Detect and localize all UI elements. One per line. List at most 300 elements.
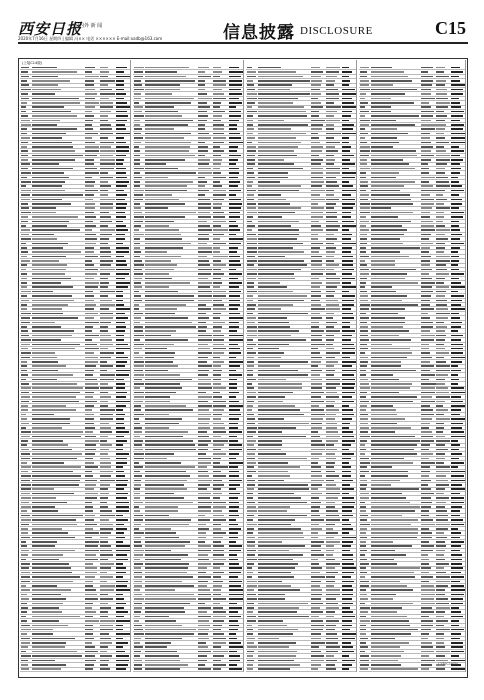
cell-text-line: [134, 576, 142, 578]
cell-text-line: [134, 660, 142, 662]
cell-text-line: [342, 484, 351, 486]
cell-text-line: [198, 545, 211, 547]
cell-text-line: [213, 137, 226, 139]
cell-text-line: [229, 330, 238, 332]
cell-text-line: [116, 357, 128, 359]
cell-text-line: [145, 190, 187, 192]
cell-text-line: [198, 598, 211, 600]
cell-text-line: [32, 401, 79, 403]
cell-text-line: [116, 405, 126, 407]
cell-text-line: [116, 594, 123, 596]
cell-text-line: [258, 243, 303, 245]
cell-text-line: [247, 168, 253, 170]
cell-text-line: [198, 177, 205, 179]
cell-text-line: [32, 177, 69, 179]
cell-text-line: [247, 374, 253, 376]
cell-text-line: [32, 150, 75, 152]
cell-text-line: [21, 554, 28, 556]
cell-text-line: [32, 291, 53, 293]
cell-text-line: [258, 387, 302, 389]
cell-text-line: [326, 361, 338, 363]
cell-text-line: [229, 374, 243, 376]
cell-text-line: [342, 370, 356, 372]
cell-text-line: [116, 304, 125, 306]
cell-text-line: [100, 603, 108, 605]
cell-text-line: [311, 493, 322, 495]
cell-text-line: [326, 493, 340, 495]
cell-text-line: [21, 427, 26, 429]
cell-text-line: [32, 589, 71, 591]
cell-text-line: [85, 554, 96, 556]
cell-text-line: [198, 633, 208, 635]
cell-text-line: [311, 357, 323, 359]
cell-text-line: [229, 458, 237, 460]
cell-text-line: [342, 89, 356, 91]
cell-text-line: [342, 532, 349, 534]
cell-text-line: [85, 660, 96, 662]
cell-text-line: [229, 475, 240, 477]
cell-text-line: [116, 418, 125, 420]
cell-text-line: [116, 93, 126, 95]
cell-text-line: [100, 300, 112, 302]
cell-text-line: [311, 199, 325, 201]
cell-text-line: [85, 128, 93, 130]
cell-text-line: [198, 625, 210, 627]
cell-text-line: [198, 528, 209, 530]
cell-text-line: [21, 273, 27, 275]
cell-text-line: [311, 137, 319, 139]
cell-text-line: [116, 133, 130, 135]
cell-text-line: [21, 190, 31, 192]
cell-text-line: [311, 488, 318, 490]
cell-text-line: [213, 155, 221, 157]
cell-text-line: [134, 67, 144, 69]
cell-text-line: [326, 471, 334, 473]
cell-text-line: [213, 313, 221, 315]
cell-text-line: [258, 352, 284, 354]
cell-text-line: [229, 304, 241, 306]
cell-text-line: [116, 308, 130, 310]
cell-text-line: [21, 89, 31, 91]
cell-text-line: [21, 291, 31, 293]
cell-text-line: [213, 278, 221, 280]
cell-text-line: [134, 475, 142, 477]
cell-text-line: [134, 317, 141, 319]
cell-text-line: [116, 589, 130, 591]
cell-text-line: [311, 80, 322, 82]
cell-text-line: [116, 414, 125, 416]
cell-text-line: [342, 172, 356, 174]
cell-text-line: [247, 159, 255, 161]
cell-text-line: [326, 458, 336, 460]
cell-text-line: [32, 524, 77, 526]
cell-text-line: [85, 322, 100, 324]
cell-text-line: [21, 111, 26, 113]
cell-text-line: [198, 524, 206, 526]
cell-text-line: [311, 339, 322, 341]
cell-text-line: [198, 471, 208, 473]
cell-text-line: [247, 449, 256, 451]
cell-text-line: [100, 111, 110, 113]
cell-text-line: [145, 642, 171, 644]
cell-text-line: [326, 541, 340, 543]
cell-text-line: [145, 229, 179, 231]
cell-text-line: [247, 493, 253, 495]
cell-text-line: [145, 357, 174, 359]
cell-text-line: [85, 115, 94, 117]
cell-text-line: [326, 532, 337, 534]
cell-text-line: [116, 80, 125, 82]
cell-text-line: [134, 344, 144, 346]
cell-text-line: [213, 480, 221, 482]
cell-text-line: [247, 541, 255, 543]
cell-text-line: [213, 616, 226, 618]
cell-text-line: [213, 532, 225, 534]
cell-text-line: [145, 427, 169, 429]
cell-text-line: [258, 229, 299, 231]
cell-text-line: [116, 576, 124, 578]
cell-text-line: [100, 510, 112, 512]
cell-text-line: [134, 89, 144, 91]
cell-text-line: [326, 124, 334, 126]
cell-text-line: [32, 488, 54, 490]
cell-text-line: [229, 146, 238, 148]
cell-text-line: [32, 620, 59, 622]
cell-text-line: [32, 616, 80, 618]
cell-text-line: [229, 128, 237, 130]
cell-text-line: [32, 550, 75, 552]
cell-text-line: [85, 572, 97, 574]
cell-text-line: [145, 163, 166, 165]
cell-text-line: [229, 594, 243, 596]
cell-text-line: [145, 668, 180, 670]
cell-text-line: [342, 203, 356, 205]
cell-text-line: [32, 545, 55, 547]
cell-text-line: [342, 436, 354, 438]
cell-text-line: [85, 427, 95, 429]
cell-text-line: [342, 256, 353, 258]
cell-text-line: [85, 668, 93, 670]
cell-text-line: [134, 370, 143, 372]
cell-text-line: [21, 519, 31, 521]
cell-text-line: [21, 207, 29, 209]
cell-text-line: [32, 453, 82, 455]
cell-text-line: [258, 67, 281, 69]
cell-text-line: [258, 431, 282, 433]
cell-text-line: [116, 431, 130, 433]
cell-text-line: [342, 142, 350, 144]
cell-text-line: [85, 484, 97, 486]
cell-text-line: [134, 668, 142, 670]
cell-text-line: [326, 142, 339, 144]
cell-text-line: [100, 185, 111, 187]
cell-text-line: [311, 251, 319, 253]
cell-text-line: [326, 120, 339, 122]
cell-text-line: [326, 396, 339, 398]
cell-text-line: [134, 168, 144, 170]
cell-text-line: [311, 177, 323, 179]
cell-text-line: [229, 488, 237, 490]
cell-text-line: [229, 611, 238, 613]
cell-text-line: [100, 440, 107, 442]
cell-text-line: [258, 247, 293, 249]
cell-text-line: [311, 344, 325, 346]
cell-text-line: [145, 282, 190, 284]
cell-text-line: [32, 352, 55, 354]
cell-text-line: [134, 102, 139, 104]
cell-text-line: [116, 194, 128, 196]
cell-text-line: [198, 84, 206, 86]
cell-text-line: [100, 554, 113, 556]
cell-text-line: [134, 510, 140, 512]
cell-text-line: [229, 207, 241, 209]
cell-text-line: [85, 238, 97, 240]
cell-text-line: [100, 409, 114, 411]
cell-text-line: [145, 423, 179, 425]
section-title: 信息披露: [223, 23, 295, 43]
cell-text-line: [311, 308, 325, 310]
cell-text-line: [342, 418, 352, 420]
cell-text-line: [32, 449, 72, 451]
cell-text-line: [134, 383, 144, 385]
cell-text-line: [100, 234, 112, 236]
cell-text-line: [134, 642, 140, 644]
cell-text-line: [145, 67, 189, 69]
cell-text-line: [32, 313, 63, 315]
cell-text-line: [198, 80, 206, 82]
cell-text-line: [85, 190, 98, 192]
cell-text-line: [145, 185, 187, 187]
cell-text-line: [198, 124, 205, 126]
cell-text-line: [342, 207, 354, 209]
cell-text-line: [116, 243, 124, 245]
cell-text-line: [247, 418, 255, 420]
cell-text-line: [100, 120, 108, 122]
cell-text-line: [145, 581, 182, 583]
cell-text-line: [247, 392, 256, 394]
cell-text-line: [145, 528, 171, 530]
cell-text-line: [85, 159, 95, 161]
cell-text-line: [100, 256, 111, 258]
cell-text-line: [198, 418, 210, 420]
cell-text-line: [116, 365, 125, 367]
cell-text-line: [229, 466, 239, 468]
cell-text-line: [198, 374, 208, 376]
cell-text-line: [21, 247, 27, 249]
cell-text-line: [311, 317, 323, 319]
cell-text-line: [21, 449, 29, 451]
cell-text-line: [326, 352, 339, 354]
cell-text-line: [145, 216, 185, 218]
cell-text-line: [213, 646, 221, 648]
cell-text-line: [134, 471, 140, 473]
cell-text-line: [198, 567, 207, 569]
cell-text-line: [311, 102, 321, 104]
cell-text-line: [326, 71, 339, 73]
cell-text-line: [32, 567, 71, 569]
cell-text-line: [32, 120, 60, 122]
cell-text-line: [342, 286, 356, 288]
cell-text-line: [116, 559, 129, 561]
cell-text-line: [100, 80, 114, 82]
cell-text-line: [326, 168, 339, 170]
cell-text-line: [229, 168, 239, 170]
cell-text-line: [258, 515, 307, 517]
cell-text-line: [247, 80, 253, 82]
cell-text-line: [32, 537, 75, 539]
cell-text-line: [32, 256, 66, 258]
cell-text-line: [100, 405, 108, 407]
cell-text-line: [213, 423, 224, 425]
cell-text-line: [32, 603, 63, 605]
cell-text-line: [145, 480, 187, 482]
cell-text-line: [311, 150, 322, 152]
cell-text-line: [85, 449, 97, 451]
cell-text-line: [145, 339, 188, 341]
cell-text-line: [85, 221, 94, 223]
cell-text-line: [32, 124, 57, 126]
cell-text-line: [145, 269, 174, 271]
cell-text-line: [326, 502, 335, 504]
cell-text-line: [21, 532, 28, 534]
cell-text-line: [116, 326, 127, 328]
cell-text-line: [258, 326, 290, 328]
cell-text-line: [229, 585, 241, 587]
cell-text-line: [229, 471, 239, 473]
cell-text-line: [247, 102, 255, 104]
cell-text-line: [229, 348, 240, 350]
cell-text-line: [326, 528, 333, 530]
cell-text-line: [100, 190, 108, 192]
cell-text-line: [85, 567, 97, 569]
cell-text-line: [198, 181, 207, 183]
cell-text-line: [247, 387, 254, 389]
cell-text-line: [258, 194, 281, 196]
cell-text-line: [229, 379, 237, 381]
cell-text-line: [100, 589, 114, 591]
cell-text-line: [32, 475, 81, 477]
cell-text-line: [213, 348, 226, 350]
cell-text-line: [213, 475, 226, 477]
cell-text-line: [258, 339, 306, 341]
cell-text-line: [116, 155, 127, 157]
cell-text-line: [342, 502, 355, 504]
cell-text-line: [32, 273, 65, 275]
cell-text-line: [145, 594, 194, 596]
cell-text-line: [229, 515, 239, 517]
cell-text-line: [145, 273, 169, 275]
cell-text-line: [213, 396, 222, 398]
cell-text-line: [247, 401, 254, 403]
cell-text-line: [134, 295, 141, 297]
cell-text-line: [100, 392, 108, 394]
cell-text-line: [134, 269, 142, 271]
cell-text-line: [311, 466, 321, 468]
cell-text-line: [116, 352, 125, 354]
cell-text-line: [21, 159, 28, 161]
cell-text-line: [116, 137, 124, 139]
cell-text-line: [247, 120, 253, 122]
cell-text-line: [145, 286, 169, 288]
cell-text-line: [134, 111, 142, 113]
cell-text-line: [100, 295, 108, 297]
cell-text-line: [258, 304, 293, 306]
cell-text-line: [258, 330, 299, 332]
cell-text-line: [247, 524, 257, 526]
cell-text-line: [247, 286, 254, 288]
cell-text-line: [311, 84, 322, 86]
cell-text-line: [198, 137, 211, 139]
cell-text-line: [21, 572, 30, 574]
cell-text-line: [21, 199, 30, 201]
cell-text-line: [229, 322, 239, 324]
cell-text-line: [32, 466, 81, 468]
cell-text-line: [32, 655, 82, 657]
cell-text-line: [100, 423, 109, 425]
cell-text-line: [311, 484, 322, 486]
cell-text-line: [145, 449, 196, 451]
cell-text-line: [145, 387, 182, 389]
cell-text-line: [100, 260, 113, 262]
cell-text-line: [213, 181, 220, 183]
cell-text-line: [32, 190, 65, 192]
cell-text-line: [134, 133, 141, 135]
cell-text-line: [229, 480, 242, 482]
cell-text-line: [247, 405, 253, 407]
cell-text-line: [198, 234, 209, 236]
cell-text-line: [229, 216, 240, 218]
cell-text-line: [145, 111, 178, 113]
cell-text-line: [145, 502, 193, 504]
cell-text-line: [258, 238, 297, 240]
cell-text-line: [247, 93, 257, 95]
cell-text-line: [247, 203, 256, 205]
cell-text-line: [116, 142, 126, 144]
cell-text-line: [258, 142, 301, 144]
cell-text-line: [342, 431, 353, 433]
cell-text-line: [145, 638, 182, 640]
cell-text-line: [198, 585, 208, 587]
cell-text-line: [85, 229, 92, 231]
cell-text-line: [134, 84, 142, 86]
cell-text-line: [116, 532, 124, 534]
cell-text-line: [85, 466, 98, 468]
cell-text-line: [145, 383, 180, 385]
cell-text-line: [85, 102, 99, 104]
cell-text-line: [85, 524, 98, 526]
cell-text-line: [100, 550, 112, 552]
cell-text-line: [85, 374, 94, 376]
cell-text-line: [134, 572, 142, 574]
cell-text-line: [145, 537, 179, 539]
cell-text-line: [213, 462, 220, 464]
cell-text-line: [32, 304, 68, 306]
cell-text-line: [21, 177, 27, 179]
cell-text-line: [247, 155, 255, 157]
cell-text-line: [213, 124, 223, 126]
cell-text-line: [85, 185, 94, 187]
cell-text-line: [145, 304, 186, 306]
cell-text-line: [229, 405, 243, 407]
cell-text-line: [198, 405, 212, 407]
cell-text-line: [134, 431, 142, 433]
cell-text-line: [100, 545, 111, 547]
cell-text-line: [134, 620, 139, 622]
cell-text-line: [213, 243, 226, 245]
cell-text-line: [85, 106, 95, 108]
cell-text-line: [326, 524, 334, 526]
cell-text-line: [342, 392, 355, 394]
